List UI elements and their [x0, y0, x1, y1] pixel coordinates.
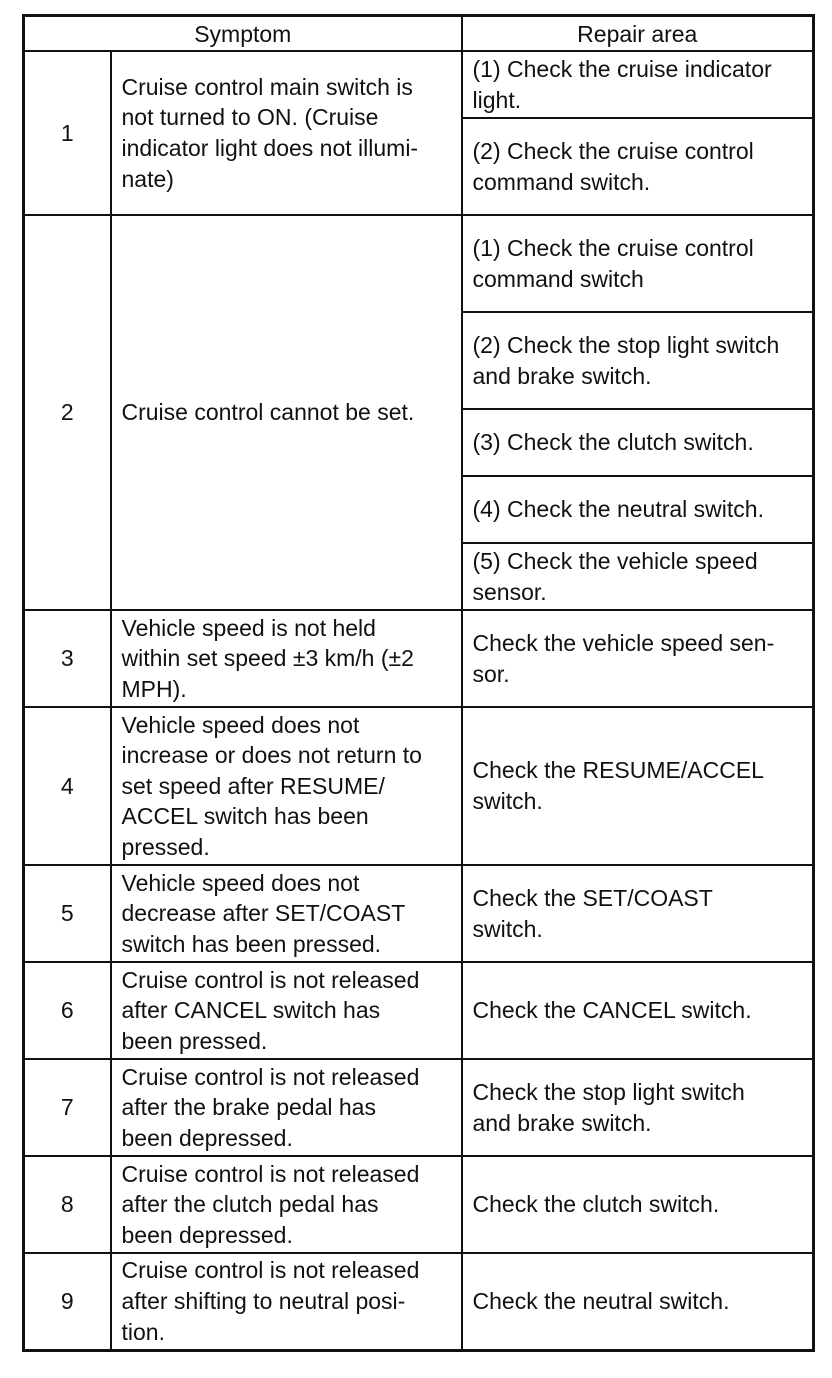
repair-line: light. — [472, 86, 522, 113]
repair-cell — [462, 865, 814, 962]
symptom-line: set speed after RESUME/ — [121, 772, 385, 799]
table-row — [24, 610, 814, 707]
repair-line: and brake switch. — [472, 1109, 652, 1136]
symptom-line: Vehicle speed does not — [121, 711, 360, 738]
repair-line: (2) Check the cruise control — [472, 137, 754, 164]
repair-line: Check the CANCEL switch. — [472, 997, 752, 1024]
repair-line: Check the RESUME/ACCEL — [472, 757, 764, 784]
row-number: 8 — [24, 1156, 111, 1253]
repair-cell — [462, 1059, 814, 1156]
symptom-line: nate) — [121, 165, 174, 192]
repair-cell — [462, 1253, 814, 1350]
row-number: 4 — [24, 707, 111, 865]
repair-cell — [462, 1156, 814, 1253]
symptom-line: Cruise control is not released — [121, 1257, 420, 1284]
symptom-line: Cruise control main switch is — [121, 73, 413, 100]
table-row — [24, 215, 814, 312]
symptom-line: after shifting to neutral posi- — [121, 1287, 406, 1314]
header-repair-area: Repair area — [462, 16, 814, 52]
repair-cell — [462, 707, 814, 865]
row-number: 6 — [24, 962, 111, 1059]
repair-line: (5) Check the vehicle speed — [472, 547, 758, 574]
repair-line: command switch — [472, 265, 644, 292]
symptom-line: tion. — [121, 1318, 165, 1345]
repair-cell — [462, 51, 814, 118]
header-row — [24, 16, 814, 52]
repair-cell — [462, 409, 814, 476]
symptom-line: not turned to ON. (Cruise — [121, 104, 379, 131]
symptom-line: been depressed. — [121, 1221, 293, 1248]
symptom-line: Vehicle speed is not held — [121, 614, 376, 641]
symptom-line: increase or does not return to — [121, 742, 422, 769]
table-body — [24, 51, 814, 1350]
symptom-line: switch has been pressed. — [121, 930, 382, 957]
symptom-cell — [111, 215, 462, 610]
symptom-line: Cruise control is not released — [121, 1160, 420, 1187]
row-number: 1 — [24, 51, 111, 215]
row-number: 3 — [24, 610, 111, 707]
repair-cell — [462, 476, 814, 543]
repair-line: sensor. — [472, 578, 547, 605]
symptom-line: within set speed ±3 km/h (±2 — [121, 645, 414, 672]
symptom-cell — [111, 707, 462, 865]
symptom-cell — [111, 1156, 462, 1253]
table-row — [24, 962, 814, 1059]
symptom-line: after the brake pedal has — [121, 1094, 376, 1121]
repair-line: switch. — [472, 915, 543, 942]
repair-line: (1) Check the cruise indicator — [472, 55, 772, 82]
table-row — [24, 865, 814, 962]
repair-cell — [462, 312, 814, 409]
table-row — [24, 707, 814, 865]
symptom-line: after CANCEL switch has — [121, 997, 381, 1024]
table-row — [24, 1059, 814, 1156]
symptom-line: MPH). — [121, 675, 187, 702]
repair-cell — [462, 610, 814, 707]
repair-line: Check the vehicle speed sen- — [472, 629, 775, 656]
symptom-line: pressed. — [121, 833, 210, 860]
symptom-line: ACCEL switch has been — [121, 803, 369, 830]
symptom-line: Cruise control cannot be set. — [121, 399, 415, 426]
symptom-cell — [111, 962, 462, 1059]
repair-line: Check the stop light switch — [472, 1078, 745, 1105]
repair-cell — [462, 118, 814, 215]
symptom-line: Vehicle speed does not — [121, 869, 360, 896]
row-number: 7 — [24, 1059, 111, 1156]
repair-line: (1) Check the cruise control — [472, 234, 754, 261]
row-number: 9 — [24, 1253, 111, 1350]
symptom-line: been pressed. — [121, 1027, 268, 1054]
repair-line: (4) Check the neutral switch. — [472, 496, 764, 523]
row-number: 2 — [24, 215, 111, 610]
symptom-line: after the clutch pedal has — [121, 1191, 379, 1218]
repair-line: (2) Check the stop light switch — [472, 331, 780, 358]
repair-cell — [462, 962, 814, 1059]
repair-cell — [462, 543, 814, 610]
symptom-cell — [111, 610, 462, 707]
symptom-line: Cruise control is not released — [121, 1063, 420, 1090]
header-symptom: Symptom — [24, 16, 462, 52]
symptom-line: Cruise control is not released — [121, 966, 420, 993]
symptom-line: indicator light does not illumi- — [121, 135, 419, 161]
table-row — [24, 1253, 814, 1350]
repair-cell — [462, 215, 814, 312]
symptom-cell — [111, 1253, 462, 1350]
symptom-repair-table — [22, 14, 815, 1352]
row-number: 5 — [24, 865, 111, 962]
symptom-line: decrease after SET/COAST — [121, 900, 406, 927]
symptom-cell — [111, 1059, 462, 1156]
symptom-line: been depressed. — [121, 1124, 293, 1151]
repair-line: Check the neutral switch. — [472, 1287, 730, 1314]
repair-line: Check the clutch switch. — [472, 1191, 720, 1218]
repair-line: command switch. — [472, 168, 651, 195]
repair-line: and brake switch. — [472, 362, 652, 389]
symptom-cell — [111, 51, 462, 215]
table-row — [24, 51, 814, 118]
repair-line: switch. — [472, 788, 543, 814]
repair-line: Check the SET/COAST — [472, 884, 713, 911]
repair-line: sor. — [472, 660, 510, 687]
repair-line: (3) Check the clutch switch. — [472, 429, 754, 456]
symptom-cell — [111, 865, 462, 962]
table-row — [24, 1156, 814, 1253]
